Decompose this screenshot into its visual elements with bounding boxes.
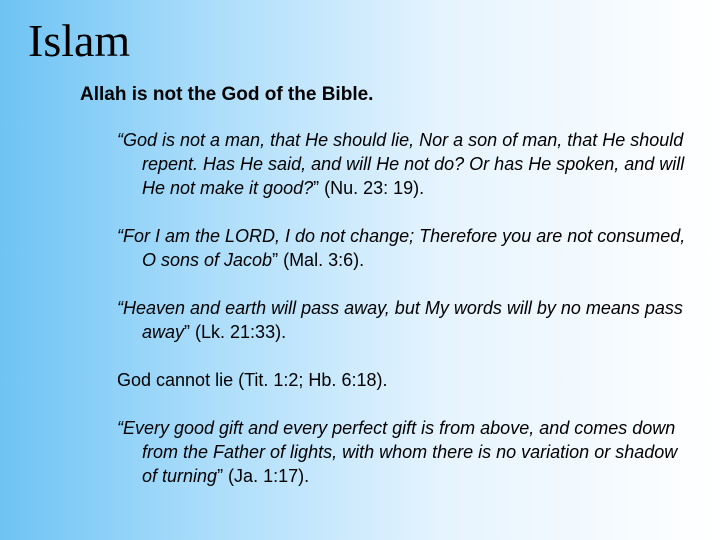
verse-reference: ” (Nu. 23: 19). bbox=[313, 178, 425, 198]
verse-item bbox=[117, 416, 687, 488]
verse-reference: ” (Lk. 21:33). bbox=[184, 322, 287, 342]
verse-quote: “Every good gift and every perfect gift is from above, and comes down from the Father of lights, with whom there is no variation or shadow of turning bbox=[117, 418, 678, 486]
verse-reference: ” (Mal. 3:6). bbox=[272, 250, 365, 270]
verse-item bbox=[117, 224, 687, 272]
slide-title: Islam bbox=[28, 15, 131, 66]
verse-reference: God cannot lie (Tit. 1:2; Hb. 6:18). bbox=[117, 370, 388, 390]
slide-subtitle: Allah is not the God of the Bible. bbox=[80, 84, 374, 105]
verse-quote: “God is not a man, that He should lie, Nor a son of man, that He should repent. Has He said, and will He not do? Or has He spoken, and will He not make it good? bbox=[117, 130, 685, 198]
verse-item bbox=[117, 128, 687, 200]
verse-list bbox=[117, 128, 687, 512]
verse-quote: “Heaven and earth will pass away, but My words will by no means pass away bbox=[117, 298, 683, 342]
verse-item bbox=[117, 368, 687, 392]
verse-quote: “For I am the LORD, I do not change; Therefore you are not consumed, O sons of Jacob bbox=[117, 226, 686, 270]
verse-reference: ” (Ja. 1:17). bbox=[217, 466, 310, 486]
verse-item bbox=[117, 296, 687, 344]
